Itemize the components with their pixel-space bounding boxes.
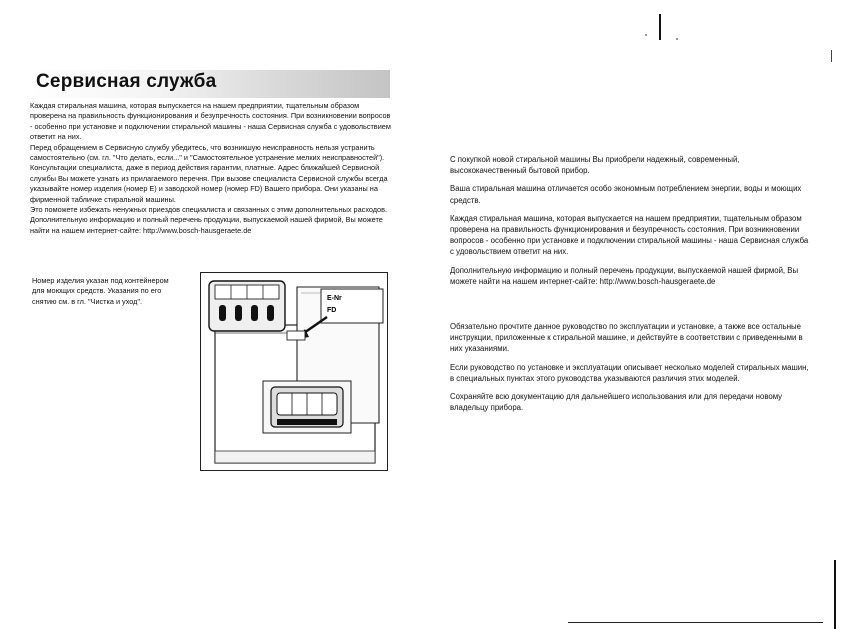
page-edge-mark (834, 560, 836, 629)
intro-paragraph: Каждая стиральная машина, которая выпускается на нашем предприятии, тщательным образом проверена на правильность функционирования и безупречность состояния. При возникновении вопросов - особенно при установке и подключении стиральной машины - наша Сервисная служба с удовольствием ответит на них. (450, 213, 809, 257)
figure-caption: Номер изделия указан под контейнером для моющих средств. Указания по его снятию см. в гл. "Чистка и уход". (32, 276, 169, 306)
instructions-paragraph: Обязательно прочтите данное руководство по эксплуатации и установке, а также все остальные инструкции, приложенные к стиральной машине, и действуйте в соответствии с приведенными в них указаниями. (450, 322, 803, 354)
e-number-label: E-Nr (327, 295, 342, 302)
intro-paragraph: Ваша стиральная машина отличается особо экономным потреблением энергии, воды и моющих средств. (450, 184, 802, 205)
page-title: Сервисная служба (36, 71, 217, 92)
scan-mark-right (831, 50, 832, 62)
scan-dot (676, 38, 678, 40)
service-text (30, 101, 392, 236)
washing-machine-figure (200, 272, 388, 471)
fd-number-label: FD (327, 307, 337, 314)
page-bottom-rule (568, 622, 823, 623)
washing-machine-illustration (201, 273, 387, 470)
instructions-text (450, 321, 812, 420)
intro-paragraph: С покупкой новой стиральной машины Вы приобрели надежный, современный, высококачественный бытовой прибор. (450, 155, 740, 176)
intro-text (450, 154, 812, 294)
instructions-paragraph: Сохраняйте всю документацию для дальнейшего использования или для передачи новому владельцу прибора. (450, 392, 783, 413)
intro-paragraph: Дополнительную информацию и полный перечень продукции, выпускаемой нашей фирмой, Вы можете найти на нашем интернет-сайте: http://www.bosch-hausgeraete.de (450, 265, 799, 286)
service-paragraph: Каждая стиральная машина, которая выпускается на нашем предприятии, тщательным образом проверена на правильность функционирования и безупречность состояния. При возникновении вопросов - особенно при установке и подключении стиральной машины - наша Сервисная служба с удовольствием ответит на них. (30, 101, 391, 142)
instructions-paragraph: Если руководство по установке и эксплуатации описывает несколько моделей стиральных машин, в специальных пунктах этого руководства указываются различия этих моделей. (450, 362, 809, 383)
service-paragraph: Это поможете избежать ненужных приездов специалиста и связанных с этим дополнительных расходов. (30, 205, 388, 215)
scan-mark-vertical (659, 14, 661, 40)
scan-dot (645, 34, 647, 36)
service-paragraph: Перед обращением в Сервисную службу убедитесь, что возникшую неисправность нельзя устранить самостоятельно (см. гл. "Что делать, если..." и "Самостоятельное устранение мелких неисправностей"). Консультации специалиста, даже в период действия гарантии, платные. Адрес ближайшей Сервисной службы Вы можете узнать из прилагаемого перечня. При вызове специалиста Сервисной службы всегда указывайте номер изделия (номер E) и заводской номер (номер FD) Вашего прибора. Они указаны на фирменной табличке стиральной машины. (30, 142, 388, 204)
service-paragraph: Дополнительную информацию и полный перечень продукции, выпускаемой нашей фирмой, Вы можете найти на нашем интернет-сайте: http://www.bosch-hausgeraete.de (30, 215, 383, 235)
